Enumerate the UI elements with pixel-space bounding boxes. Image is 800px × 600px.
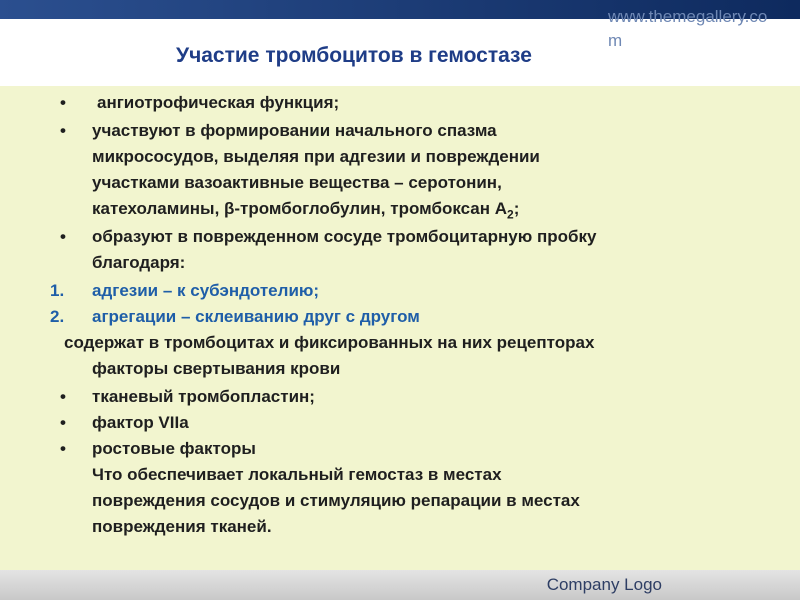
list-item-text: микрососудов, выделяя при адгезии и повреждении: [92, 147, 540, 166]
list-item-text: катехоламины, β-тромбоглобулин, тромбоксан $А_2$;: [92, 199, 520, 222]
company-logo-text: Company Logo: [546, 575, 662, 594]
list-item-text: благодаря:: [92, 253, 186, 272]
bullet-icon: •: [60, 93, 66, 112]
paragraph-text: факторы свертывания крови: [92, 359, 341, 378]
list-item-text: тканевый тромбопластин;: [92, 387, 315, 406]
list-item-text: участвуют в формировании начального спазма: [92, 121, 497, 140]
bullet-icon: •: [60, 439, 66, 458]
list-item-text: фактор VIIa: [92, 413, 189, 432]
bullet-icon: •: [60, 413, 66, 432]
footer-bar: [0, 570, 800, 600]
numbered-item-text: агрегации – склеиванию друг с другом: [92, 307, 420, 326]
list-item-text: ростовые факторы: [92, 439, 256, 458]
bullet-icon: •: [60, 227, 66, 246]
numbered-item-text: адгезии – к субэндотелию;: [92, 281, 320, 300]
list-item-text: ангиотрофическая функция;: [97, 93, 340, 112]
list-item-text: образуют в поврежденном сосуде тромбоцитарную пробку: [92, 227, 597, 246]
bullet-icon: •: [60, 387, 66, 406]
paragraph-text: повреждения сосудов и стимуляцию репарации в местах: [92, 491, 580, 510]
slide-title: Участие тромбоцитов в гемостазе: [176, 44, 532, 67]
paragraph-text: содержат в тромбоцитах и фиксированных на них рецепторах: [64, 333, 595, 352]
number-marker: 2.: [50, 307, 65, 326]
paragraph-text: Что обеспечивает локальный гемостаз в местах: [92, 465, 502, 484]
number-marker: 1.: [50, 281, 65, 300]
list-item-text: участками вазоактивные вещества – серотонин,: [92, 173, 502, 192]
paragraph-text: повреждения тканей.: [92, 517, 272, 536]
bullet-icon: •: [60, 121, 66, 140]
site-url-text: www.themegallery.com: [608, 7, 768, 50]
